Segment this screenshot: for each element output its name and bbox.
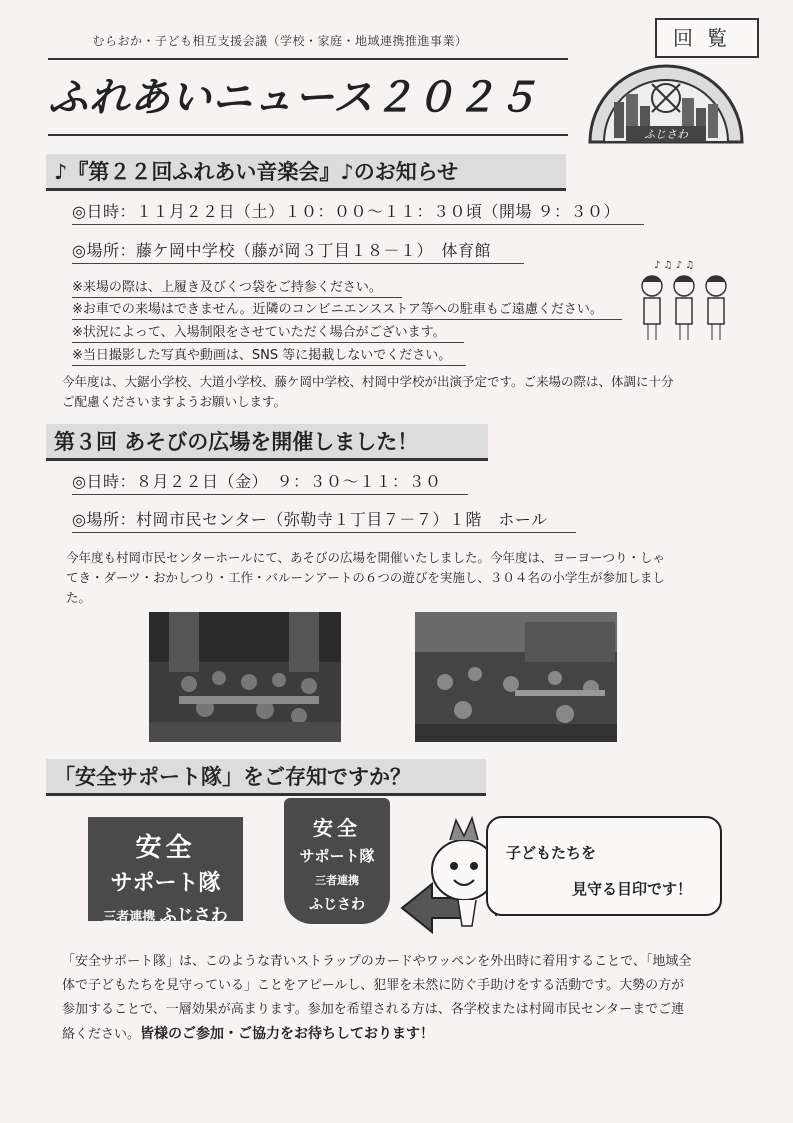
concert-date: ◎日時：１１月２２日（土）１０：００～１１：３０頃（開場 ９：３０） — [72, 199, 644, 225]
playground-date: ◎日時：８月２２日（金） ９：３０～１１：３０ — [72, 469, 468, 495]
badge-card-line-2: サポート隊 — [110, 871, 221, 896]
support-patch-badge — [284, 798, 390, 924]
concert-note-1: ※来場の際は、上履き及びくつ袋をご持参ください。 — [72, 276, 402, 298]
support-paragraph-line-3: 参加することで、一層効果が高まります。参加を希望される方は、各学校または村岡市民センターまでご連 — [62, 1002, 685, 1017]
concert-note-2: ※お車での来場はできません。近隣のコンビニエンスストア等への駐車もご遠慮ください。 — [72, 298, 622, 320]
playground-heading: 第３回 あそびの広場を開催しました！ — [46, 424, 488, 461]
circulation-stamp: 回覧 — [655, 18, 759, 58]
support-heading: 「安全サポート隊」をご存知ですか？ — [46, 759, 486, 796]
support-paragraph-line-4: 絡ください。 — [62, 1027, 141, 1042]
support-paragraph — [62, 950, 752, 1047]
title-rule-bottom — [48, 134, 568, 136]
badge-card-line-4: ふじさわ — [159, 906, 228, 926]
support-card-badge — [88, 817, 243, 926]
page-title: ふれあいニュース２０２５ — [48, 75, 538, 121]
concert-heading: ♪『第２２回ふれあい音楽会』♪のお知らせ — [46, 154, 566, 191]
singing-children-illustration — [634, 256, 744, 346]
title-rule-top — [48, 58, 568, 60]
playground-paragraph — [66, 548, 756, 608]
concert-note-3: ※状況によって、入場制限をさせていただく場合がございます。 — [72, 321, 464, 343]
concert-note-4: ※当日撮影した写真や動画は、SNS 等に掲載しないでください。 — [72, 344, 466, 366]
badge-patch-line-2: サポート隊 — [299, 847, 375, 865]
badge-patch-line-4: ふじさわ — [309, 897, 365, 913]
playground-photo-1 — [149, 612, 341, 742]
organization-name: むらおか・子ども相互支援会議（学校・家庭・地域連携推進事業） — [92, 34, 468, 48]
playground-paragraph-line-1: 今年度も村岡市民センターホールにて、あそびの広場を開催いたしました。今年度は、ヨーヨーつり・しゃ — [66, 550, 666, 565]
playground-photo-2 — [415, 612, 617, 742]
concert-paragraph — [62, 372, 754, 412]
support-paragraph-line-1: 「安全サポート隊」は、このような青いストラップのカードやワッペンを外出時に着用することで、「地域全 — [62, 954, 692, 969]
badge-patch-line-3: 三者連携 — [315, 874, 359, 887]
playground-paragraph-line-3: た。 — [66, 590, 92, 605]
concert-paragraph-line-1: 今年度は、大鋸小学校、大道小学校、藤ケ岡中学校、村岡中学校が出演予定です。ご来場の際は、体調に十分 — [62, 374, 674, 389]
badge-card-line-3: 三者連携 — [103, 910, 156, 925]
badge-patch-line-1: 安全 — [313, 816, 361, 840]
speech-bubble — [486, 816, 722, 916]
svg-text:♪ ♫ ♪ ♫: ♪ ♫ ♪ ♫ — [654, 260, 695, 271]
speech-bubble-line-2: 見守る目印です！ — [572, 880, 693, 898]
playground-place: ◎場所：村岡市民センター（弥勒寺１丁目７－７）１階 ホール — [72, 507, 576, 533]
badge-card-line-1: 安全 — [135, 833, 196, 863]
fujisawa-logo — [586, 58, 746, 146]
logo-text: ふじさわ — [644, 128, 688, 141]
support-paragraph-line-2: 体で子どもたちを見守っている」ことをアピールし、犯罪を未然に防ぐ手助けをする活動です。大勢の方が — [62, 978, 685, 993]
playground-paragraph-line-2: てき・ダーツ・おかしつり・工作・バルーンアートの６つの遊びを実施し、３０４名の小学生が参加しまし — [66, 570, 665, 585]
concert-paragraph-line-2: ご配慮くださいますようお願いします。 — [62, 394, 287, 409]
concert-place: ◎場所：藤ケ岡中学校（藤が岡３丁目１８－１） 体育館 — [72, 238, 524, 264]
speech-bubble-line-1: 子どもたちを — [506, 844, 597, 862]
support-closing-message: 皆様のご参加・ご協力をお待ちしております！ — [140, 1026, 435, 1042]
